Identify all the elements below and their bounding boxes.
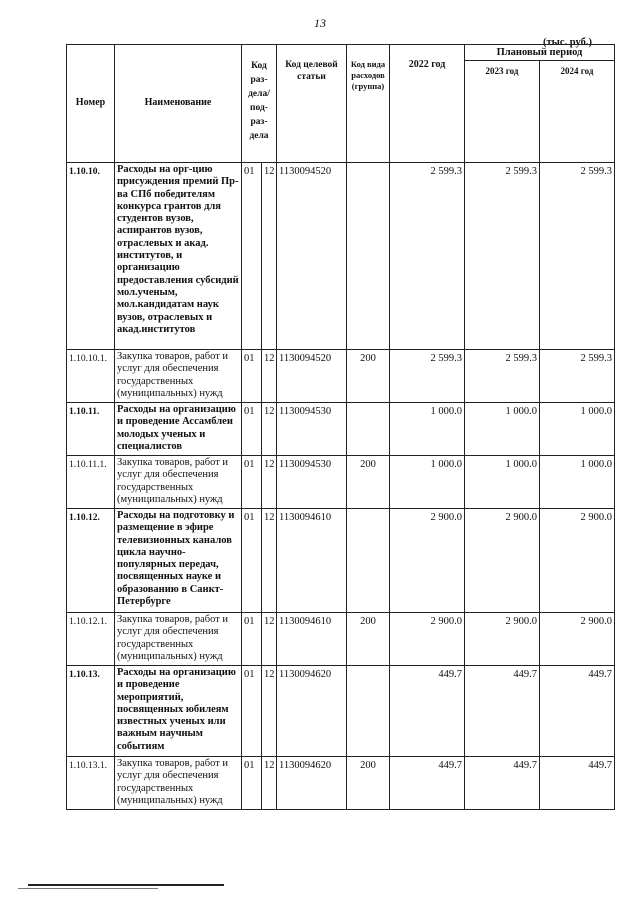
header-2023: 2023 год	[465, 61, 540, 163]
row-section: 01	[242, 757, 262, 810]
row-amount-2022: 2 900.0	[390, 613, 465, 666]
row-section: 01	[242, 163, 262, 350]
table-row	[67, 163, 615, 350]
row-amount-2024: 2 599.3	[540, 350, 615, 403]
row-amount-2023: 1 000.0	[465, 456, 540, 509]
row-amount-2024: 2 900.0	[540, 509, 615, 613]
row-amount-2022: 449.7	[390, 757, 465, 810]
header-section: Код раз- дела/ под- раз- дела	[242, 45, 277, 163]
row-section: 01	[242, 509, 262, 613]
table-row	[67, 403, 615, 456]
table-row	[67, 350, 615, 403]
row-amount-2022: 1 000.0	[390, 456, 465, 509]
row-name: Расходы на орг-цию присуждения премий Пр-ва СПб победителям конкурса грантов для студентов вузов, аспирантов вузов, отраслевых и акад. институтов, и организацию предоставления субсидий мол.ученым, мол.кандидатам наук вузов, отраслевых и акад.институтов	[115, 163, 242, 350]
row-amount-2022: 449.7	[390, 666, 465, 757]
row-expense-type	[347, 403, 390, 456]
row-section: 01	[242, 456, 262, 509]
row-subsection: 12	[262, 757, 277, 810]
row-amount-2022: 2 599.3	[390, 163, 465, 350]
row-target-article: 1130094530	[277, 456, 347, 509]
row-subsection: 12	[262, 350, 277, 403]
row-number: 1.10.11.	[67, 403, 115, 456]
row-name: Расходы на организацию и проведение Ассамблеи молодых ученых и специалистов	[115, 403, 242, 456]
row-name: Расходы на подготовку и размещение в эфире телевизионных каналов цикла научно-популярных передач, посвященных науке и образованию в Санкт-Петербурге	[115, 509, 242, 613]
row-expense-type	[347, 163, 390, 350]
header-2024: 2024 год	[540, 61, 615, 163]
row-number: 1.10.12.1.	[67, 613, 115, 666]
row-name: Закупка товаров, работ и услуг для обеспечения государственных (муниципальных) нужд	[115, 613, 242, 666]
row-number: 1.10.13.	[67, 666, 115, 757]
row-subsection: 12	[262, 163, 277, 350]
row-amount-2023: 2 599.3	[465, 350, 540, 403]
page-number: 13	[314, 16, 326, 30]
row-section: 01	[242, 666, 262, 757]
row-amount-2024: 2 599.3	[540, 163, 615, 350]
header-2022: 2022 год	[390, 45, 465, 163]
row-number: 1.10.10.1.	[67, 350, 115, 403]
table-row	[67, 757, 615, 810]
row-amount-2023: 449.7	[465, 666, 540, 757]
header-expense-type: Код вида расходов (группа)	[347, 45, 390, 163]
row-subsection: 12	[262, 666, 277, 757]
row-amount-2023: 2 900.0	[465, 613, 540, 666]
row-target-article: 1130094530	[277, 403, 347, 456]
table-row	[67, 509, 615, 613]
row-number: 1.10.12.	[67, 509, 115, 613]
table-row	[67, 666, 615, 757]
row-amount-2023: 2 599.3	[465, 163, 540, 350]
row-subsection: 12	[262, 403, 277, 456]
row-number: 1.10.11.1.	[67, 456, 115, 509]
row-section: 01	[242, 350, 262, 403]
row-name: Закупка товаров, работ и услуг для обеспечения государственных (муниципальных) нужд	[115, 456, 242, 509]
row-target-article: 1130094620	[277, 757, 347, 810]
row-section: 01	[242, 613, 262, 666]
row-amount-2024: 449.7	[540, 666, 615, 757]
row-number: 1.10.10.	[67, 163, 115, 350]
table-row	[67, 613, 615, 666]
row-name: Закупка товаров, работ и услуг для обеспечения государственных (муниципальных) нужд	[115, 350, 242, 403]
row-number: 1.10.13.1.	[67, 757, 115, 810]
row-target-article: 1130094610	[277, 613, 347, 666]
header-target-article: Код целевой статьи	[277, 45, 347, 163]
row-amount-2022: 2 900.0	[390, 509, 465, 613]
row-amount-2023: 1 000.0	[465, 403, 540, 456]
row-amount-2024: 449.7	[540, 757, 615, 810]
row-subsection: 12	[262, 456, 277, 509]
footer-line	[28, 884, 224, 886]
footer-line	[18, 888, 158, 889]
budget-table	[66, 44, 615, 810]
header-number: Номер	[67, 45, 115, 163]
row-section: 01	[242, 403, 262, 456]
row-expense-type: 200	[347, 456, 390, 509]
row-amount-2024: 1 000.0	[540, 456, 615, 509]
row-subsection: 12	[262, 613, 277, 666]
row-target-article: 1130094520	[277, 163, 347, 350]
row-expense-type: 200	[347, 613, 390, 666]
row-expense-type	[347, 509, 390, 613]
row-amount-2024: 1 000.0	[540, 403, 615, 456]
units-label: (тыс. руб.)	[543, 37, 592, 48]
table-row	[67, 456, 615, 509]
row-amount-2022: 1 000.0	[390, 403, 465, 456]
row-amount-2024: 2 900.0	[540, 613, 615, 666]
row-name: Закупка товаров, работ и услуг для обеспечения государственных (муниципальных) нужд	[115, 757, 242, 810]
row-target-article: 1130094610	[277, 509, 347, 613]
row-target-article: 1130094620	[277, 666, 347, 757]
row-amount-2023: 2 900.0	[465, 509, 540, 613]
header-planned-period: Плановый период	[465, 45, 615, 61]
row-expense-type: 200	[347, 757, 390, 810]
row-name: Расходы на организацию и проведение мероприятий, посвященных юбилеям известных ученых или важным научным событиям	[115, 666, 242, 757]
row-amount-2023: 449.7	[465, 757, 540, 810]
row-expense-type	[347, 666, 390, 757]
row-amount-2022: 2 599.3	[390, 350, 465, 403]
row-expense-type: 200	[347, 350, 390, 403]
row-subsection: 12	[262, 509, 277, 613]
header-name: Наименование	[115, 45, 242, 163]
row-target-article: 1130094520	[277, 350, 347, 403]
